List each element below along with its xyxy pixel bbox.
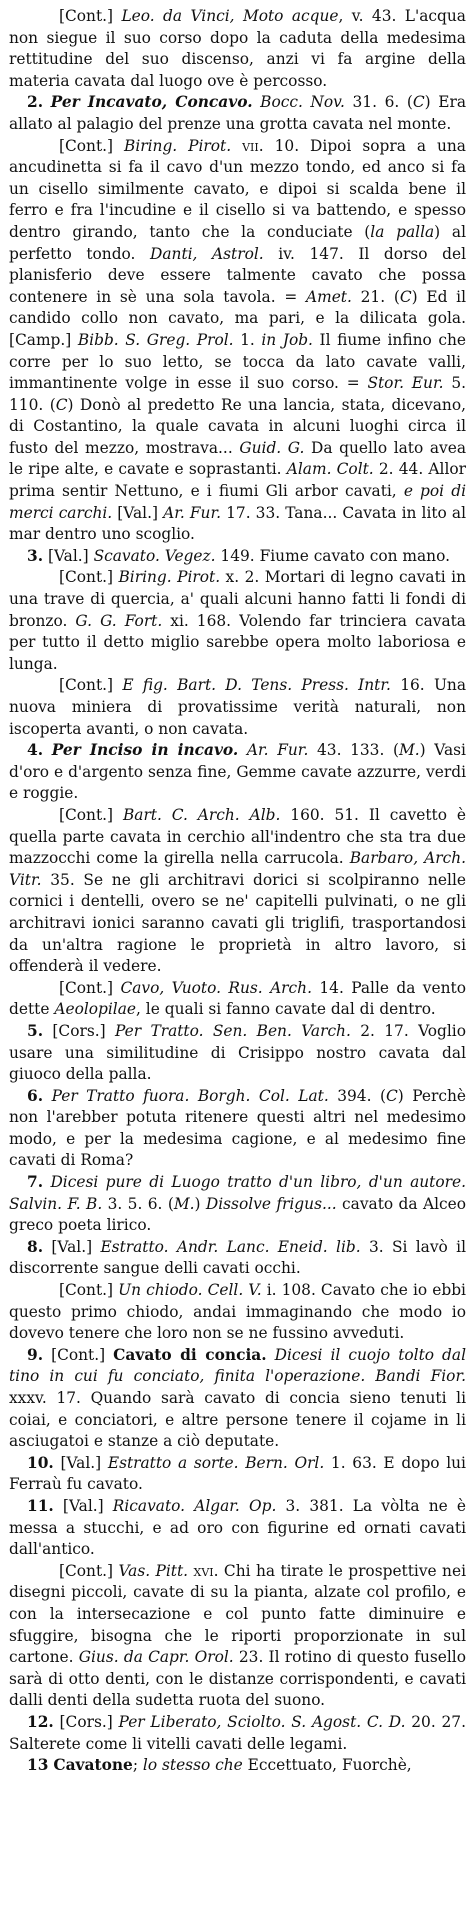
entry-paragraph: 9. [Cont.] Cavato di concia. Dicesi il cuojo tolto dal tino in cui fu conciato, finita l'operazione. Bandi Fior. xxxv. 17. Quando sarà cavato di concia sieno tenuti li coiai, e conciatori, e altre persone tenere il cojame in li asciugatoi e stanze a ciò deputate.: [9, 1345, 466, 1451]
text-column: [9, 6, 466, 1777]
entry-paragraph: 13 Cavatone; lo stesso che Eccettuato, Fuorchè,: [27, 1756, 412, 1775]
entry-paragraph: [Cont.] Bart. C. Arch. Alb. 160. 51. Il cavetto è quella parte cavata in cerchio all'indentro che sta tra due mazzocchi come la girella nella carrucola. Barbaro, Arch. Vitr. 35. Se ne gli architravi dorici si scolpiranno nelle cornici i dentelli, overo se ne' capitelli pulvinati, o ne gli architravi ionici saranno cavati gli triglifi, trasportandosi da un'altra ragione le proprietà in altro lavoro, si offenderà il vedere.: [9, 805, 466, 976]
entry-paragraph: [Cont.] Biring. Pirot. x. 2. Mortari di legno cavati in una trave di quercia, a' quali alcuni hanno fatti li fondi di bronzo. G. G. Fort. xi. 168. Volendo far trinciera cavata per tutto il detto miglio sarebbe opera molto laboriosa e lunga.: [9, 568, 467, 673]
entry-paragraph: [Cont.] Un chiodo. Cell. V. i. 108. Cavato che io ebbi questo primo chiodo, andai immaginando che modo io dovevo tenere che loro non se ne fussino avveduti.: [9, 1281, 466, 1343]
entry-paragraph: [Cont.] Biring. Pirot. vii. 10. Dipoi sopra a una ancudinetta si fa il cavo d'un mezzo tondo, ed anco si fa un cisello similmente cavato, e dipoi si scalda bene il ferro e fra l'incudine e il cisello si va battendo, e spesso dentro girando, tanto che la conduciate (la palla) al perfetto tondo. Danti, Astrol. iv. 147. Il dorso del planisferio deve essere talmente cavato che possa contenere in sè una sola tavola. = Amet. 21. (C) Ed il candido collo non cavato, ma pari, e la dilicata gola. [Camp.] Bibb. S. Greg. Prol. 1. in Job. Il fiume infino che corre per lo suo letto, se tocca da lato cavate valli, immantinente volge in esse il suo corso. = Stor. Eur. 5. 110. (C) Donò al predetto Re una lancia, stata, dicevano, di Costantino, la quale cavata in alcuni luoghi circa il fusto del mezzo, mostrava... Guid. G. Da quello lato avea le ripe alte, e cavate e soprastanti. Alam. Colt. 2. 44. Allor prima sentir Nettuno, e i fiumi Gli arbor cavati, e poi di merci carchi. [Val.] Ar. Fur. 17. 33. Tana... Cavata in lito al mar dentro uno scoglio.: [9, 136, 467, 544]
entry-paragraph: 7. Dicesi pure di Luogo tratto d'un libro, d'un autore. Salvin. F. B. 3. 5. 6. (M.) Dissolve frigus... cavato da Alceo greco poeta lirico.: [9, 1173, 466, 1235]
entry-paragraph: 4. Per Inciso in incavo. Ar. Fur. 43. 133. (M.) Vasi d'oro e d'argento senza fine, Gemme cavate azzurre, verdi e roggie.: [9, 741, 466, 803]
entry-paragraph: 6. Per Tratto fuora. Borgh. Col. Lat. 394. (C) Perchè non l'arebber potuta ritenere questi altri nel medesimo modo, e per la medesima cagione, e al medesimo fine cavati di Roma?: [9, 1086, 466, 1170]
entry-paragraph: [Cont.] Leo. da Vinci, Moto acque, v. 43. L'acqua non siegue il suo corso dopo la caduta della medesima rettitudine del suo discenso, anzi vi fa argine della materia cavata dal luogo ove è percosso.: [9, 7, 466, 90]
entry-paragraph: [Cont.] Vas. Pitt. xvi. Chi ha tirate le prospettive nei disegni piccoli, cavate di su la pianta, alzate col profilo, e con la intersecazione e col punto fatte diminuire e sfuggire, bisogna che le riporti proporzionate in sul cartone. Gius. da Capr. Orol. 23. Il rotino di questo fusello sarà di otto denti, con le distanze corrispondenti, e cavati dalli denti della sudetta ruota del suono.: [9, 1561, 466, 1710]
entry-paragraph: [Cont.] Cavo, Vuoto. Rus. Arch. 14. Palle da vento dette Aeolopilae, le quali si fanno cavate dal di dentro.: [9, 978, 466, 1019]
entry-paragraph: 2. Per Incavato, Concavo. Bocc. Nov. 31. 6. (C) Era allato al palagio del prenze una grotta cavata nel monte.: [9, 93, 466, 133]
entry-paragraph: 11. [Val.] Ricavato. Algar. Op. 3. 381. La vòlta ne è messa a stucchi, e ad oro con figurine ed ornati cavati dall'antico.: [9, 1496, 466, 1559]
entry-paragraph: 12. [Cors.] Per Liberato, Sciolto. S. Agost. C. D. 20. 27. Salterete come li vitelli cavati delle legami.: [9, 1712, 466, 1753]
entry-paragraph: [Cont.] E fig. Bart. D. Tens. Press. Intr. 16. Una nuova miniera di provatissime verità naturali, non iscoperta avanti, o non cavata.: [9, 676, 466, 738]
entry-paragraph: 10. [Val.] Estratto a sorte. Bern. Orl. 1. 63. E dopo lui Ferraù fu cavato.: [9, 1453, 466, 1494]
entry-paragraph: 8. [Val.] Estratto. Andr. Lanc. Eneid. lib. 3. Si lavò il discorrente sangue delli cavati occhi.: [9, 1237, 466, 1278]
entry-paragraph: 5. [Cors.] Per Tratto. Sen. Ben. Varch. 2. 17. Voglio usare una similitudine di Crisippo nostro cavata dal giuoco della palla.: [9, 1021, 466, 1084]
entry-paragraph: 3. [Val.] Scavato. Vegez. 149. Fiume cavato con mano.: [27, 546, 450, 565]
